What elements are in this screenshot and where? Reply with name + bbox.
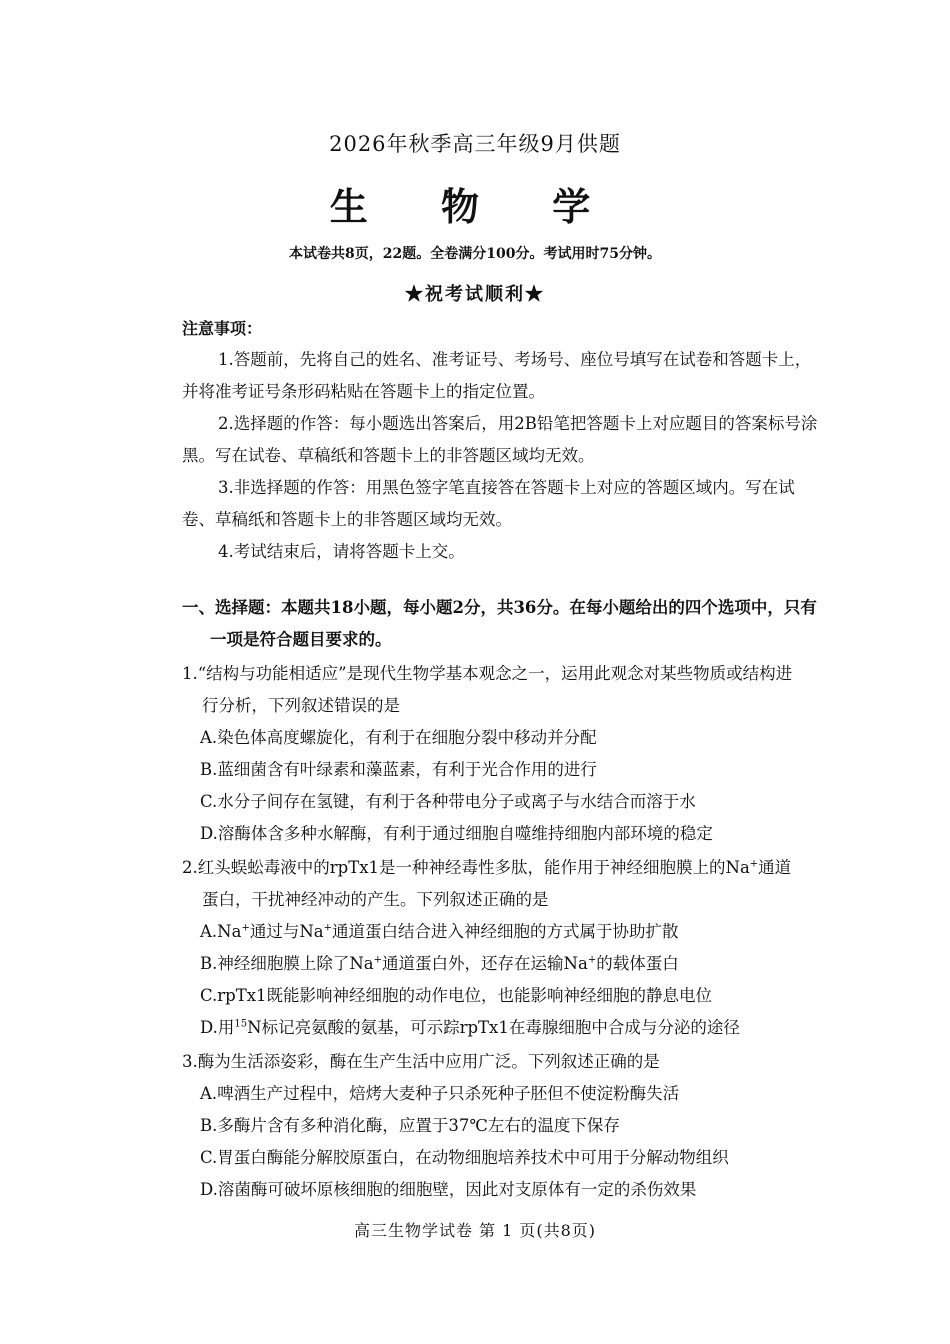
notice-item: 3.非选择题的作答：用黑色签字笔直接答在答题卡上对应的答题区域内。写在试卷、草稿纸和答题卡上的非答题区域均无效。 bbox=[182, 478, 795, 529]
option-a: A.染色体高度螺旋化，有利于在细胞分裂中移动并分配 bbox=[200, 728, 597, 747]
option-d: D.溶酶体含多种水解酶，有利于通过细胞自噬维持细胞内部环境的稳定 bbox=[200, 824, 713, 843]
exam-info: 本试卷共8页，22题。全卷满分100分。考试用时75分钟。 bbox=[289, 246, 661, 262]
question-2 bbox=[182, 852, 822, 1044]
question-1 bbox=[182, 658, 822, 850]
question-stem: 3.酶为生活添姿彩，酶在生产生活中应用广泛。下列叙述正确的是 bbox=[182, 1052, 660, 1071]
question-stem: 蛋白，干扰神经冲动的产生。下列叙述正确的是 bbox=[202, 890, 549, 909]
section-heading-line: 一项是符合题目要求的。 bbox=[210, 630, 392, 649]
notice-item: 1.答题前，先将自己的姓名、准考证号、考场号、座位号填写在试卷和答题卡上，并将准考证号条形码粘贴在答题卡上的指定位置。 bbox=[182, 350, 812, 401]
page-footer: 高三生物学试卷 第 1 页(共8页) bbox=[353, 1221, 597, 1240]
option-a: A.啤酒生产过程中，焙烤大麦种子只杀死种子胚但不使淀粉酶失活 bbox=[200, 1084, 680, 1103]
option-d: D.用$^{15}$N标记亮氨酸的氨基，可示踪rpTx1在毒腺细胞中合成与分泌的途径 bbox=[200, 1018, 740, 1037]
good-luck-banner: ★祝考试顺利★ bbox=[405, 284, 545, 305]
question-stem: 1.“结构与功能相适应”是现代生物学基本观念之一，运用此观念对某些物质或结构进 bbox=[182, 664, 793, 683]
option-b: B.神经细胞膜上除了Na+通道蛋白外，还存在运输Na+的载体蛋白 bbox=[200, 954, 679, 973]
question-3 bbox=[182, 1046, 822, 1206]
option-c: C.胃蛋白酶能分解胶原蛋白，在动物细胞培养技术中可用于分解动物组织 bbox=[200, 1148, 729, 1167]
option-c: C.水分子间存在氢键，有利于各种带电分子或离子与水结合而溶于水 bbox=[200, 792, 696, 811]
notice-heading: 注意事项： bbox=[182, 319, 263, 338]
option-a: A.Na+通过与Na+通道蛋白结合进入神经细胞的方式属于协助扩散 bbox=[200, 922, 679, 941]
notice-list bbox=[182, 344, 822, 568]
option-b: B.多酶片含有多种消化酶，应置于37℃左右的温度下保存 bbox=[200, 1116, 620, 1135]
question-stem: 2.红头蜈蚣毒液中的rpTx1是一种神经毒性多肽，能作用于神经细胞膜上的Na+通道 bbox=[182, 858, 792, 877]
notice-item: 2.选择题的作答：每小题选出答案后，用2B铅笔把答题卡上对应题目的答案标号涂黑。写在试卷、草稿纸和答题卡上的非答题区域均无效。 bbox=[182, 414, 818, 465]
subject-title: 生 物 学 bbox=[329, 184, 621, 229]
section-heading bbox=[182, 592, 822, 656]
option-d: D.溶菌酶可破坏原核细胞的细胞壁，因此对支原体有一定的杀伤效果 bbox=[200, 1180, 697, 1199]
notice-item: 4.考试结束后，请将答题卡上交。 bbox=[218, 542, 465, 561]
option-c: C.rpTx1既能影响神经细胞的动作电位，也能影响神经细胞的静息电位 bbox=[200, 986, 713, 1005]
exam-title: 2026年秋季高三年级9月供题 bbox=[329, 132, 621, 156]
question-stem: 行分析，下列叙述错误的是 bbox=[202, 696, 400, 715]
option-b: B.蓝细菌含有叶绿素和藻蓝素，有利于光合作用的进行 bbox=[200, 760, 597, 779]
section-heading-line: 一、选择题：本题共18小题，每小题2分，共36分。在每小题给出的四个选项中，只有 bbox=[182, 598, 817, 617]
